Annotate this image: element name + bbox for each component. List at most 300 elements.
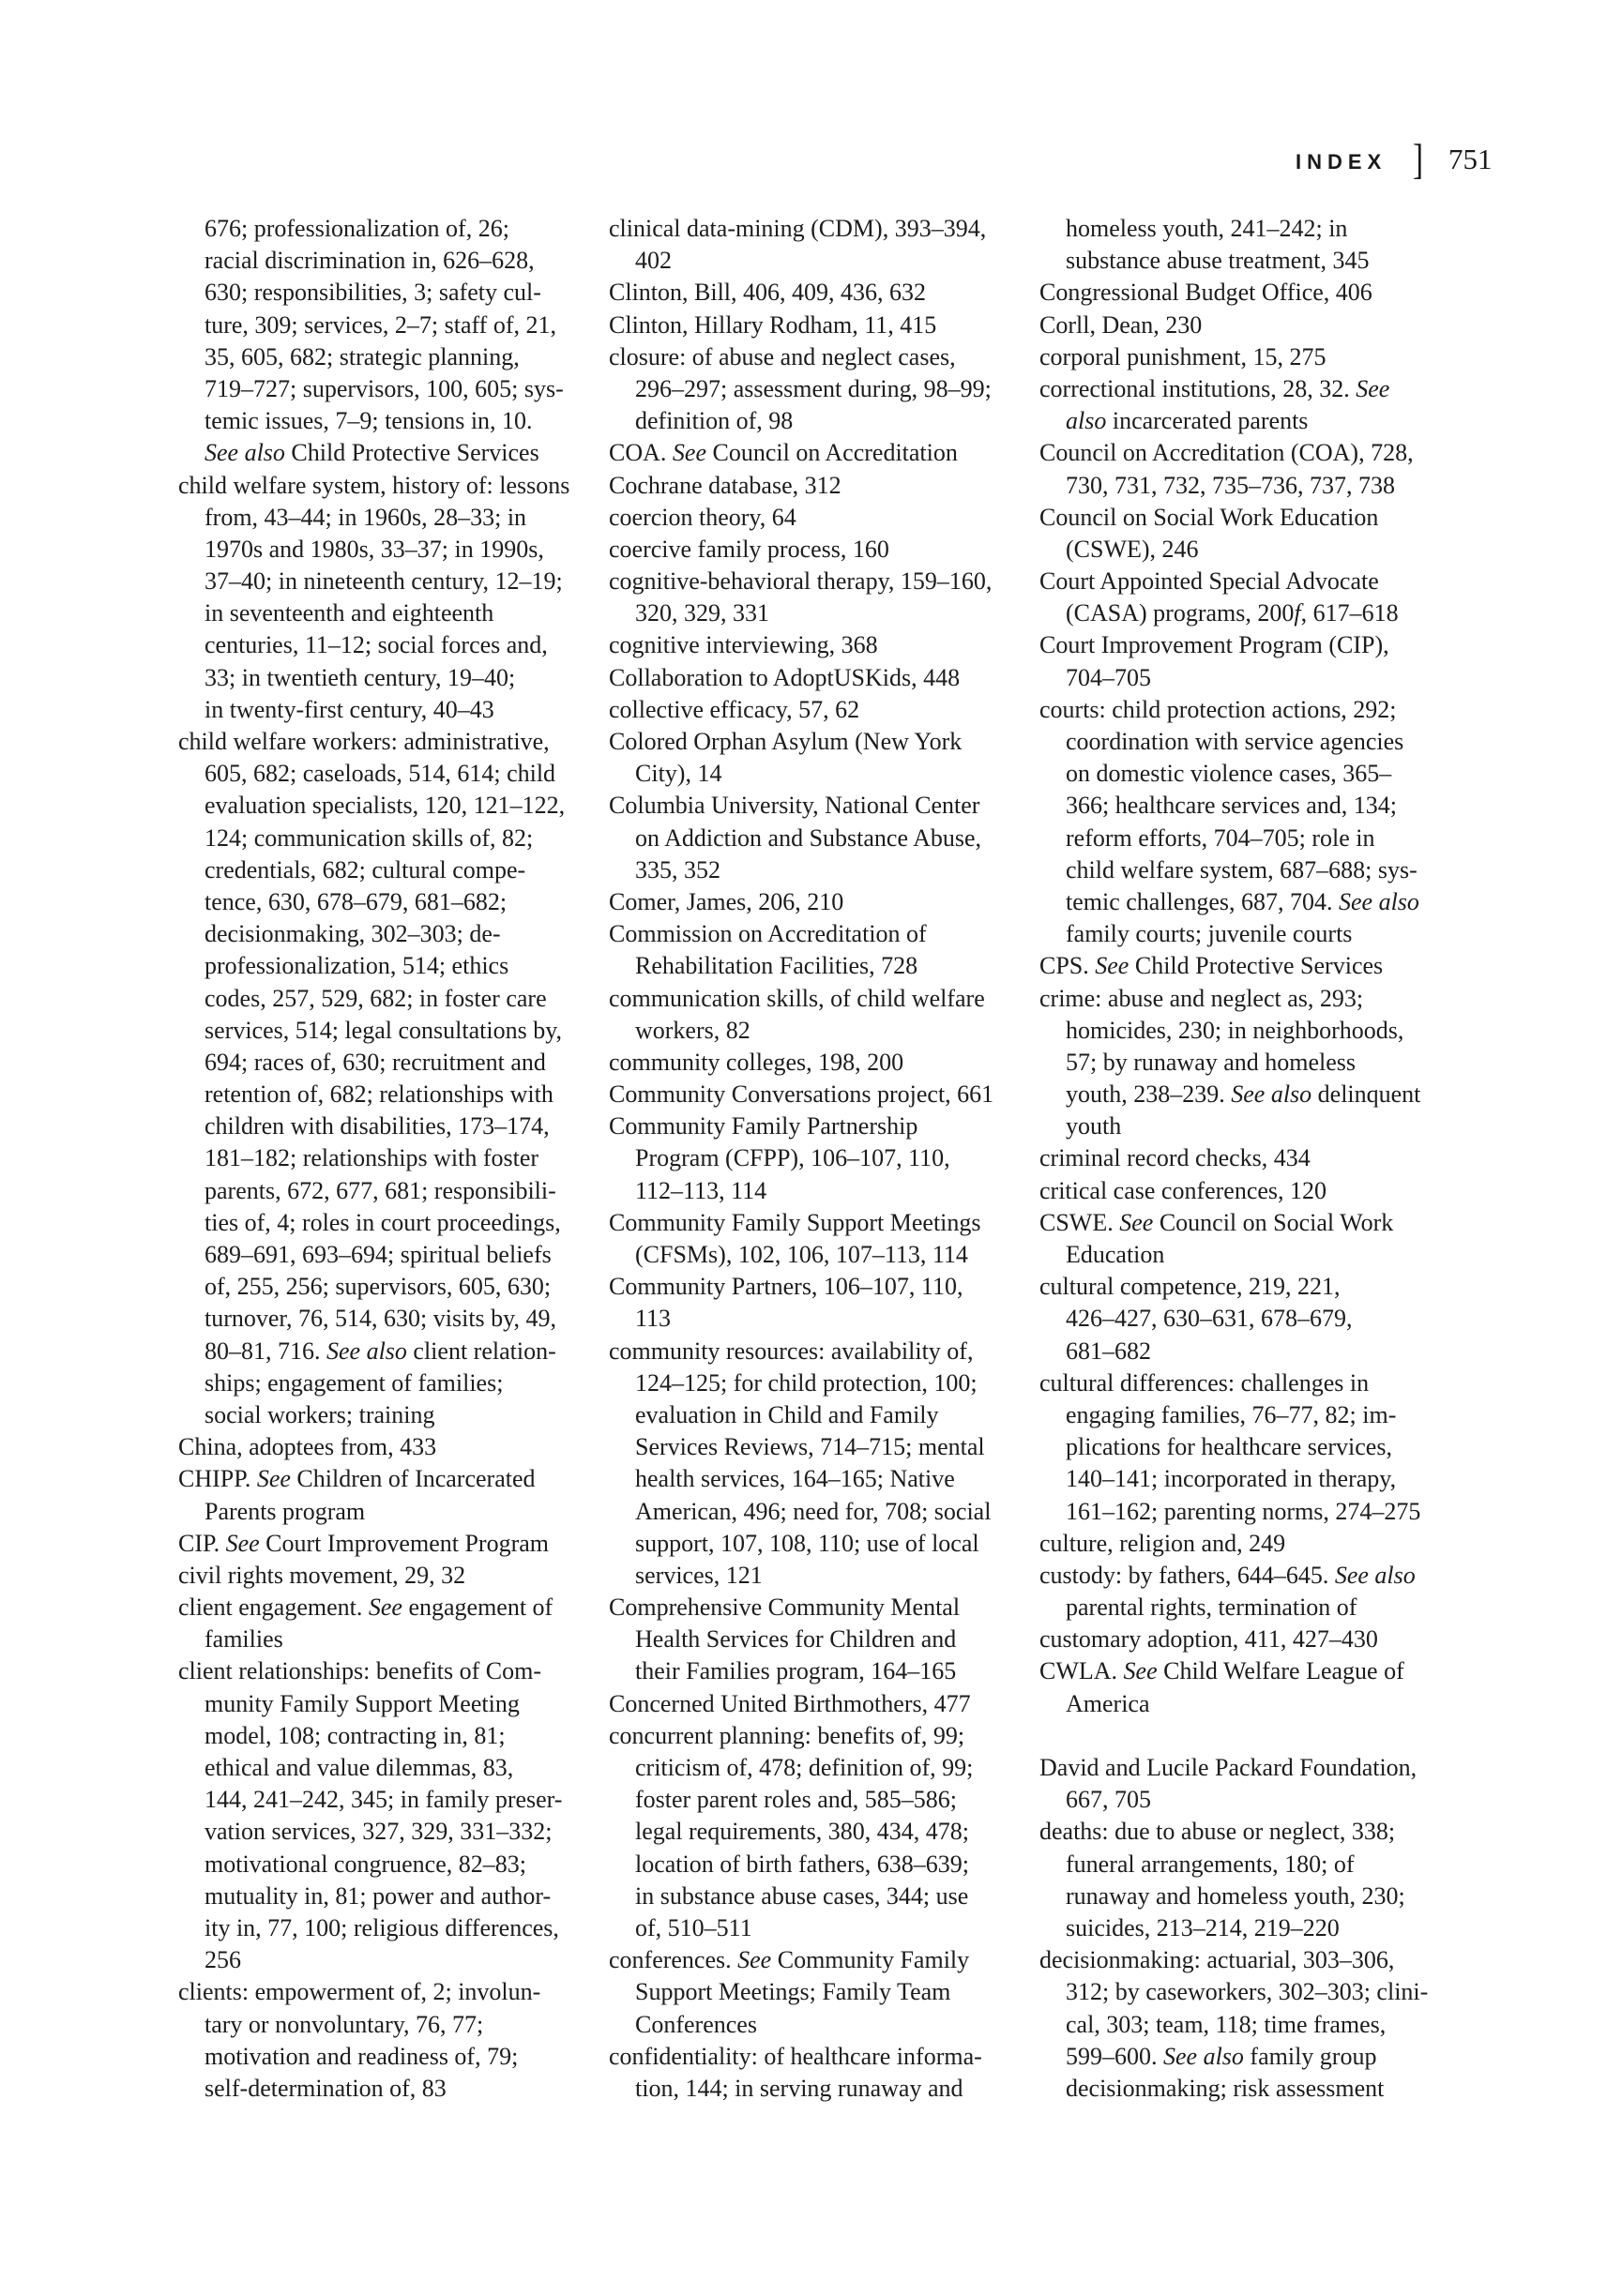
cross-reference-text: f (1294, 599, 1301, 627)
index-line (609, 1431, 993, 1463)
entry-text: their Families program, 164–165 (635, 1657, 957, 1685)
index-line (1039, 1816, 1428, 1848)
entry-text: Community Family Support Meetings (609, 1208, 981, 1236)
index-line (1039, 1303, 1428, 1335)
cross-reference-text: See (1095, 952, 1129, 980)
entry-text: China, adoptees from, 433 (178, 1433, 437, 1461)
index-line (178, 1688, 569, 1720)
entry-text: substance abuse treatment, 345 (1066, 247, 1370, 275)
index-line (178, 341, 569, 373)
entry-text: turnover, 76, 514, 630; visits by, 49, (205, 1305, 556, 1333)
index-line (178, 1849, 569, 1881)
index-line (178, 1047, 569, 1079)
entry-text: (CFSMs), 102, 106, 107–113, 114 (635, 1241, 968, 1268)
index-line (1039, 823, 1428, 854)
index-line (1039, 1142, 1428, 1174)
index-line (1039, 1367, 1428, 1399)
index-line (1039, 983, 1428, 1015)
entry-text: 694; races of, 630; recruitment and (205, 1048, 546, 1076)
entry-text: ethical and value dilemmas, 83, (205, 1754, 514, 1781)
index-line (178, 726, 569, 758)
entry-text: parents, 672, 677, 681; responsibili- (205, 1176, 556, 1204)
entry-text: workers, 82 (635, 1016, 750, 1044)
entry-text: munity Family Support Meeting (205, 1689, 520, 1717)
index-line (609, 2009, 993, 2041)
index-line (1039, 2073, 1428, 2105)
index-line (1039, 1912, 1428, 1944)
index-line (1039, 629, 1428, 661)
index-line (178, 405, 569, 437)
cross-reference-text: See (368, 1594, 402, 1622)
index-line (178, 1944, 569, 1976)
entry-text: Court Appointed Special Advocate (1039, 567, 1379, 596)
index-line (1039, 373, 1428, 405)
entry-text: Child Protective Services (284, 439, 539, 467)
entry-text: America (1066, 1689, 1150, 1717)
index-line (1039, 277, 1428, 309)
entry-text: Conferences (635, 2010, 757, 2038)
index-line (1039, 1592, 1428, 1624)
entry-text: critical case conferences, 120 (1039, 1176, 1327, 1204)
index-line (609, 373, 993, 405)
index-line (178, 790, 569, 822)
index-line (609, 694, 993, 726)
entry-text: cal, 303; team, 118; time frames, (1066, 2010, 1387, 2038)
index-line (178, 1528, 569, 1560)
index-line (1039, 437, 1428, 469)
entry-text: centuries, 11–12; social forces and, (205, 631, 548, 659)
index-line (609, 534, 993, 566)
index-line (1039, 341, 1428, 373)
index-line (178, 2009, 569, 2041)
entry-text: Clinton, Hillary Rodham, 11, 415 (609, 310, 937, 339)
index-line (609, 886, 993, 918)
entry-text: Council on Social Work (1153, 1208, 1394, 1236)
entry-text: 57; by runaway and homeless (1066, 1048, 1357, 1076)
index-line (1039, 1944, 1428, 1976)
cross-reference-text: See also (1231, 1080, 1312, 1109)
header-bracket: ] (1413, 135, 1424, 183)
index-line (609, 918, 993, 950)
entry-text: child welfare system, 687–688; sys- (1066, 855, 1417, 884)
entry-text: 161–162; parenting norms, 274–275 (1066, 1497, 1421, 1525)
entry-text: Health Services for Children and (635, 1625, 957, 1654)
index-line (1039, 662, 1428, 694)
cross-reference-text: See (225, 1529, 260, 1557)
index-line (178, 662, 569, 694)
entry-text: cognitive interviewing, 368 (609, 631, 878, 659)
index-line (178, 2041, 569, 2073)
index-line (1039, 597, 1428, 629)
index-line (609, 1816, 993, 1848)
index-line (1039, 1655, 1428, 1687)
index-line (609, 662, 993, 694)
index-line (609, 854, 993, 886)
index-line (178, 1367, 569, 1399)
index-line (1039, 1015, 1428, 1047)
index-line (609, 470, 993, 502)
index-line (178, 886, 569, 918)
entry-text: Columbia University, National Center (609, 792, 980, 820)
entry-text: child welfare workers: administrative, (178, 728, 550, 755)
index-line (1039, 790, 1428, 822)
index-line (178, 534, 569, 566)
index-line (609, 823, 993, 854)
entry-text: evaluation specialists, 120, 121–122, (205, 792, 566, 820)
cross-reference-text: See (737, 1946, 772, 1974)
index-line (1039, 534, 1428, 566)
entry-text: Concerned United Birthmothers, 477 (609, 1689, 971, 1717)
index-line (609, 277, 993, 309)
entry-text: family group (1243, 2042, 1377, 2070)
index-line (178, 694, 569, 726)
index-line (178, 502, 569, 534)
index-line (178, 1142, 569, 1174)
index-line (178, 1912, 569, 1944)
entry-text: 37–40; in nineteenth century, 12–19; (205, 567, 563, 596)
entry-text: communication skills, of child welfare (609, 984, 985, 1012)
entry-text: decisionmaking, 302–303; de- (205, 920, 501, 948)
index-line (609, 1336, 993, 1367)
index-line (1039, 1463, 1428, 1495)
entry-text: homicides, 230; in neighborhoods, (1066, 1016, 1404, 1044)
index-line (178, 1752, 569, 1784)
entry-text: courts: child protection actions, 292; (1039, 695, 1397, 723)
index-line (1039, 213, 1428, 245)
entry-text: Colored Orphan Asylum (New York (609, 728, 963, 755)
entry-text: engaging families, 76–77, 82; im- (1066, 1400, 1397, 1428)
entry-text: tence, 630, 678–679, 681–682; (205, 887, 508, 915)
running-head-title: INDEX (1296, 150, 1387, 174)
entry-text: 80–81, 716. (205, 1337, 326, 1365)
cross-reference-text: also (1066, 407, 1107, 435)
entry-text: CHIPP. (178, 1465, 257, 1493)
entry-text: closure: of abuse and neglect cases, (609, 342, 956, 370)
entry-text: retention of, 682; relationships with (205, 1080, 553, 1109)
index-line (1039, 950, 1428, 982)
entry-text: Rehabilitation Facilities, 728 (635, 952, 918, 980)
entry-text: (CASA) programs, 200 (1066, 599, 1295, 627)
index-line (178, 854, 569, 886)
entry-text: Council on Social Work Education (1039, 503, 1379, 531)
index-line (609, 1047, 993, 1079)
index-line (178, 470, 569, 502)
entry-text: of, 510–511 (635, 1913, 752, 1941)
index-line (178, 1431, 569, 1463)
entry-text: 312; by caseworkers, 302–303; clini- (1066, 1978, 1429, 2006)
index-line (178, 1110, 569, 1142)
entry-text: homeless youth, 241–242; in (1066, 215, 1348, 242)
index-line (609, 1912, 993, 1944)
index-line (178, 2073, 569, 2105)
index-line (1039, 405, 1428, 437)
index-line (609, 405, 993, 437)
entry-text: conferences. (609, 1946, 738, 1974)
entry-text: 35, 605, 682; strategic planning, (205, 342, 520, 370)
entry-text: Comer, James, 206, 210 (609, 887, 844, 915)
index-line (178, 1881, 569, 1912)
entry-text: in seventeenth and eighteenth (205, 599, 494, 627)
index-line (609, 1239, 993, 1271)
entry-text: services, 121 (635, 1561, 763, 1589)
entry-text: vation services, 327, 329, 331–332; (205, 1818, 553, 1846)
entry-text: tary or nonvoluntary, 76, 77; (205, 2010, 484, 2038)
index-line (178, 1463, 569, 1495)
page-number: 751 (1448, 143, 1493, 175)
entry-text: civil rights movement, 29, 32 (178, 1561, 466, 1589)
index-line (1039, 2009, 1428, 2041)
index-line (1039, 854, 1428, 886)
index-line (609, 983, 993, 1015)
index-line (178, 629, 569, 661)
entry-text: 402 (635, 247, 672, 275)
index-line (178, 1271, 569, 1303)
index-line (609, 1079, 993, 1110)
index-line (1039, 1079, 1428, 1110)
entry-text: 140–141; incorporated in therapy, (1066, 1465, 1397, 1493)
index-line (1039, 245, 1428, 277)
entry-text: cultural competence, 219, 221, (1039, 1273, 1341, 1301)
entry-text: model, 108; contracting in, 81; (205, 1721, 506, 1749)
index-line (178, 983, 569, 1015)
entry-text: 730, 731, 732, 735–736, 737, 738 (1066, 471, 1395, 499)
entry-text: Parents program (205, 1497, 366, 1525)
index-line (609, 245, 993, 277)
cross-reference-text: See also (205, 439, 285, 467)
index-line (178, 950, 569, 982)
entry-text: 112–113, 114 (635, 1176, 767, 1204)
index-line (178, 1976, 569, 2008)
index-line (178, 1560, 569, 1592)
index-line (1039, 1336, 1428, 1367)
entry-text: family courts; juvenile courts (1066, 920, 1353, 948)
entry-text: Support Meetings; Family Team (635, 1978, 951, 2006)
entry-text: cognitive-behavioral therapy, 159–160, (609, 567, 993, 596)
entry-text: community resources: availability of, (609, 1337, 974, 1365)
index-line (1039, 918, 1428, 950)
index-line (1039, 1688, 1428, 1720)
index-line (1039, 1239, 1428, 1271)
entry-text: legal requirements, 380, 434, 478; (635, 1818, 969, 1846)
index-line (178, 245, 569, 277)
index-line (609, 566, 993, 597)
entry-text: 689–691, 693–694; spiritual beliefs (205, 1241, 552, 1268)
cross-reference-text: See also (326, 1337, 407, 1365)
entry-text: coercive family process, 160 (609, 535, 889, 563)
entry-text: families (205, 1625, 283, 1654)
entry-text: 719–727; supervisors, 100, 605; sys- (205, 374, 564, 402)
index-line (609, 1110, 993, 1142)
entry-text: Council on Accreditation (COA), 728, (1039, 439, 1414, 467)
index-line (609, 437, 993, 469)
index-line (178, 1207, 569, 1239)
entry-text: ships; engagement of families; (205, 1368, 504, 1397)
entry-text: 256 (205, 1946, 241, 1974)
entry-text: American, 496; need for, 708; social (635, 1497, 992, 1525)
entry-text: client relation- (406, 1337, 556, 1365)
entry-text: definition of, 98 (635, 407, 794, 435)
entry-text: cultural differences: challenges in (1039, 1368, 1370, 1397)
index-line (1039, 310, 1428, 341)
entry-text: Congressional Budget Office, 406 (1039, 279, 1372, 307)
index-line (1039, 1207, 1428, 1239)
index-line (1039, 1881, 1428, 1912)
index-line (178, 1303, 569, 1335)
index-line (609, 1944, 993, 1976)
entry-text: incarcerated parents (1106, 407, 1309, 435)
cross-reference-text: See (1123, 1657, 1158, 1685)
index-line (1039, 1271, 1428, 1303)
index-line (1039, 1110, 1428, 1142)
index-line (178, 1816, 569, 1848)
index-line (178, 1399, 569, 1431)
index-line (178, 1655, 569, 1687)
index-line (1039, 1560, 1428, 1592)
index-line (1039, 1528, 1428, 1560)
index-line (178, 1720, 569, 1752)
index-line (609, 629, 993, 661)
entry-text: evaluation in Child and Family (635, 1400, 939, 1428)
entry-text: Court Improvement Program (259, 1529, 550, 1557)
index-line (609, 1399, 993, 1431)
index-line (1039, 502, 1428, 534)
index-line (178, 437, 569, 469)
index-column-3 (1039, 213, 1428, 2105)
index-line (609, 1752, 993, 1784)
entry-text: Community Family (771, 1946, 970, 1974)
entry-text: clinical data-mining (CDM), 393–394, (609, 215, 987, 242)
entry-text: community colleges, 198, 200 (609, 1048, 904, 1076)
entry-text: location of birth fathers, 638–639; (635, 1850, 969, 1878)
entry-text: 296–297; assessment during, 98–99; (635, 374, 992, 402)
entry-text: self-determination of, 83 (205, 2074, 447, 2102)
entry-text: Commission on Accreditation of (609, 920, 927, 948)
entry-text: health services, 164–165; Native (635, 1465, 955, 1493)
index-line (1039, 886, 1428, 918)
entry-text: on Addiction and Substance Abuse, (635, 823, 982, 852)
index-line (178, 1336, 569, 1367)
entry-text: youth (1066, 1112, 1122, 1140)
index-line (609, 1528, 993, 1560)
index-line (609, 950, 993, 982)
entry-text: 704–705 (1066, 663, 1151, 691)
entry-text: Council on Accreditation (706, 439, 958, 467)
index-line (609, 1496, 993, 1528)
entry-text: suicides, 213–214, 219–220 (1066, 1913, 1340, 1941)
index-line (609, 310, 993, 341)
index-column-1 (178, 213, 569, 2105)
index-line (609, 1175, 993, 1207)
index-line (609, 1367, 993, 1399)
entry-text: codes, 257, 529, 682; in foster care (205, 984, 547, 1012)
index-line (609, 213, 993, 245)
entry-text: clients: empowerment of, 2; involun- (178, 1978, 541, 2006)
index-line (609, 1463, 993, 1495)
index-line (609, 597, 993, 629)
index-line (609, 502, 993, 534)
index-line (178, 277, 569, 309)
entry-text: 599–600. (1066, 2042, 1163, 2070)
index-line (178, 1624, 569, 1655)
entry-text: reform efforts, 704–705; role in (1066, 823, 1375, 852)
entry-text: credentials, 682; cultural compe- (205, 855, 526, 884)
entry-text: collective efficacy, 57, 62 (609, 695, 860, 723)
index-line (609, 341, 993, 373)
entry-text: in twenty-first century, 40–43 (205, 695, 494, 723)
entry-text: Education (1066, 1241, 1165, 1268)
index-line (1039, 1752, 1428, 1784)
entry-text: 335, 352 (635, 855, 720, 884)
index-line (1039, 1175, 1428, 1207)
cross-reference-text: See (1119, 1208, 1154, 1236)
entry-text: COA. (609, 439, 673, 467)
entry-text: confidentiality: of healthcare informa- (609, 2042, 982, 2070)
entry-text: customary adoption, 411, 427–430 (1039, 1625, 1378, 1654)
index-line (609, 726, 993, 758)
index-line (178, 1079, 569, 1110)
index-line (178, 1175, 569, 1207)
entry-text: David and Lucile Packard Foundation, (1039, 1754, 1417, 1781)
entry-text: Services Reviews, 714–715; mental (635, 1433, 985, 1461)
entry-text: decisionmaking; risk assessment (1066, 2074, 1385, 2102)
entry-text: CIP. (178, 1529, 226, 1557)
entry-text: 426–427, 630–631, 678–679, (1066, 1305, 1353, 1333)
entry-text: Cochrane database, 312 (609, 471, 841, 499)
entry-text: City), 14 (635, 760, 722, 788)
entry-text: coordination with service agencies (1066, 728, 1404, 755)
entry-text: Children of Incarcerated (290, 1465, 536, 1493)
entry-text: decisionmaking: actuarial, 303–306, (1039, 1946, 1395, 1974)
index-line (1039, 1784, 1428, 1816)
index-line (609, 1976, 993, 2008)
entry-text: 144, 241–242, 345; in family preser- (205, 1786, 563, 1814)
cross-reference-text: See also (1338, 887, 1419, 915)
entry-text: coercion theory, 64 (609, 503, 796, 531)
index-line (609, 1688, 993, 1720)
entry-text: 124; communication skills of, 82; (205, 823, 534, 852)
entry-text: 113 (635, 1305, 672, 1333)
entry-text: Collaboration to AdoptUSKids, 448 (609, 663, 961, 691)
entry-text: ties of, 4; roles in court proceedings, (205, 1208, 561, 1236)
index-line (1039, 1399, 1428, 1431)
entry-text: social workers; training (205, 1400, 435, 1428)
entry-text: child welfare system, history of: lessons (178, 471, 570, 499)
entry-text: Program (CFPP), 106–107, 110, (635, 1144, 950, 1172)
entry-text: Community Partners, 106–107, 110, (609, 1273, 963, 1301)
entry-text: 33; in twentieth century, 19–40; (205, 663, 516, 691)
entry-text: professionalization, 514; ethics (205, 952, 509, 980)
index-line (178, 1592, 569, 1624)
index-line (1039, 758, 1428, 790)
entry-text: Corll, Dean, 230 (1039, 310, 1203, 339)
index-line (1039, 470, 1428, 502)
index-line (609, 1142, 993, 1174)
index-line (1039, 1496, 1428, 1528)
index-line (1039, 694, 1428, 726)
entry-text: parental rights, termination of (1066, 1594, 1357, 1622)
index-line (609, 1881, 993, 1912)
entry-text: foster parent roles and, 585–586; (635, 1786, 957, 1814)
index-line (178, 310, 569, 341)
entry-text: , 617–618 (1300, 599, 1399, 627)
entry-text: criminal record checks, 434 (1039, 1144, 1311, 1172)
entry-text: delinquent (1311, 1080, 1421, 1109)
index-line (609, 758, 993, 790)
entry-text: Court Improvement Program (CIP), (1039, 631, 1389, 659)
index-line (178, 918, 569, 950)
section-gap (1039, 1720, 1428, 1752)
entry-text: Comprehensive Community Mental (609, 1594, 961, 1622)
